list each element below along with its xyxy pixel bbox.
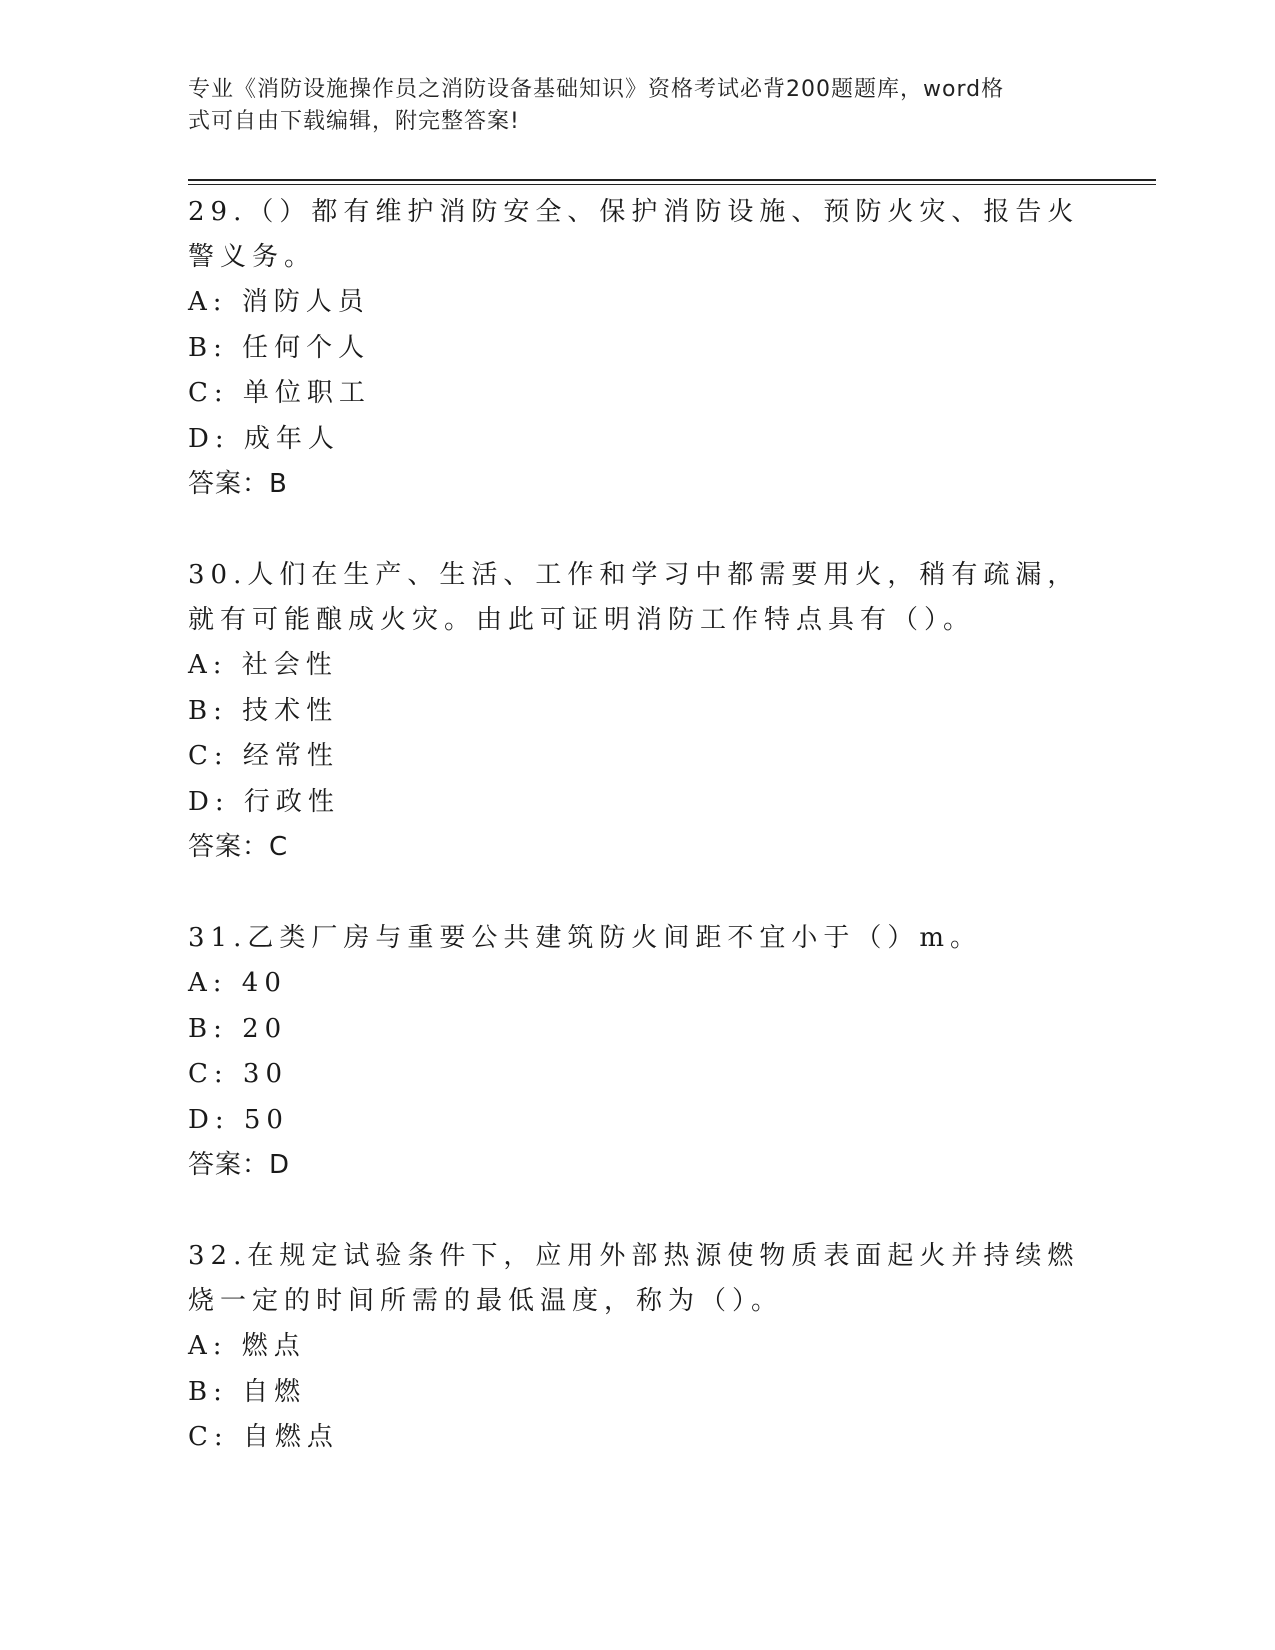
header-divider-thin [188, 184, 1156, 185]
question-29 [188, 190, 1088, 507]
option-d: D: 50 [188, 1104, 289, 1135]
option-d: D: 行政性 [188, 786, 340, 817]
answer: 答案：C [188, 832, 289, 862]
answer: 答案：B [188, 469, 288, 499]
question-text: 29.（）都有维护消防安全、保护消防设施、预防火灾、报告火警义务。 [188, 197, 1080, 272]
document-header [188, 74, 1068, 138]
question-text: 31.乙类厂房与重要公共建筑防火间距不宜小于（）m。 [188, 923, 983, 953]
answer: 答案：D [188, 1150, 291, 1180]
option-c: C: 单位职工 [188, 378, 371, 408]
option-b: B: 20 [188, 1013, 288, 1044]
question-31 [188, 916, 1088, 1188]
header-line-2: 式可自由下载编辑，附完整答案! [188, 109, 520, 134]
header-line-1: 专业《消防设施操作员之消防设备基础知识》资格考试必背200题题库，word格 [188, 77, 1005, 102]
option-a: A: 40 [188, 968, 287, 998]
option-a: A: 社会性 [188, 650, 338, 680]
question-30 [188, 553, 1088, 870]
header-divider [188, 179, 1156, 181]
question-text: 32.在规定试验条件下，应用外部热源使物质表面起火并持续燃烧一定的时间所需的最低温度，称为（）。 [188, 1241, 1080, 1316]
option-a: A: 燃点 [188, 1331, 306, 1361]
question-32 [188, 1234, 1088, 1461]
question-list [188, 190, 1088, 1507]
option-c: C: 30 [188, 1059, 289, 1089]
option-a: A: 消防人员 [188, 287, 370, 317]
option-b: B: 自燃 [188, 1376, 307, 1407]
option-c: C: 经常性 [188, 741, 339, 771]
option-d: D: 成年人 [188, 423, 340, 454]
option-c: C: 自燃点 [188, 1422, 339, 1452]
question-text: 30.人们在生产、生活、工作和学习中都需要用火，稍有疏漏，就有可能酿成火灾。由此可证明消防工作特点具有（）。 [188, 560, 1080, 635]
option-b: B: 技术性 [188, 695, 339, 726]
option-b: B: 任何个人 [188, 332, 371, 363]
